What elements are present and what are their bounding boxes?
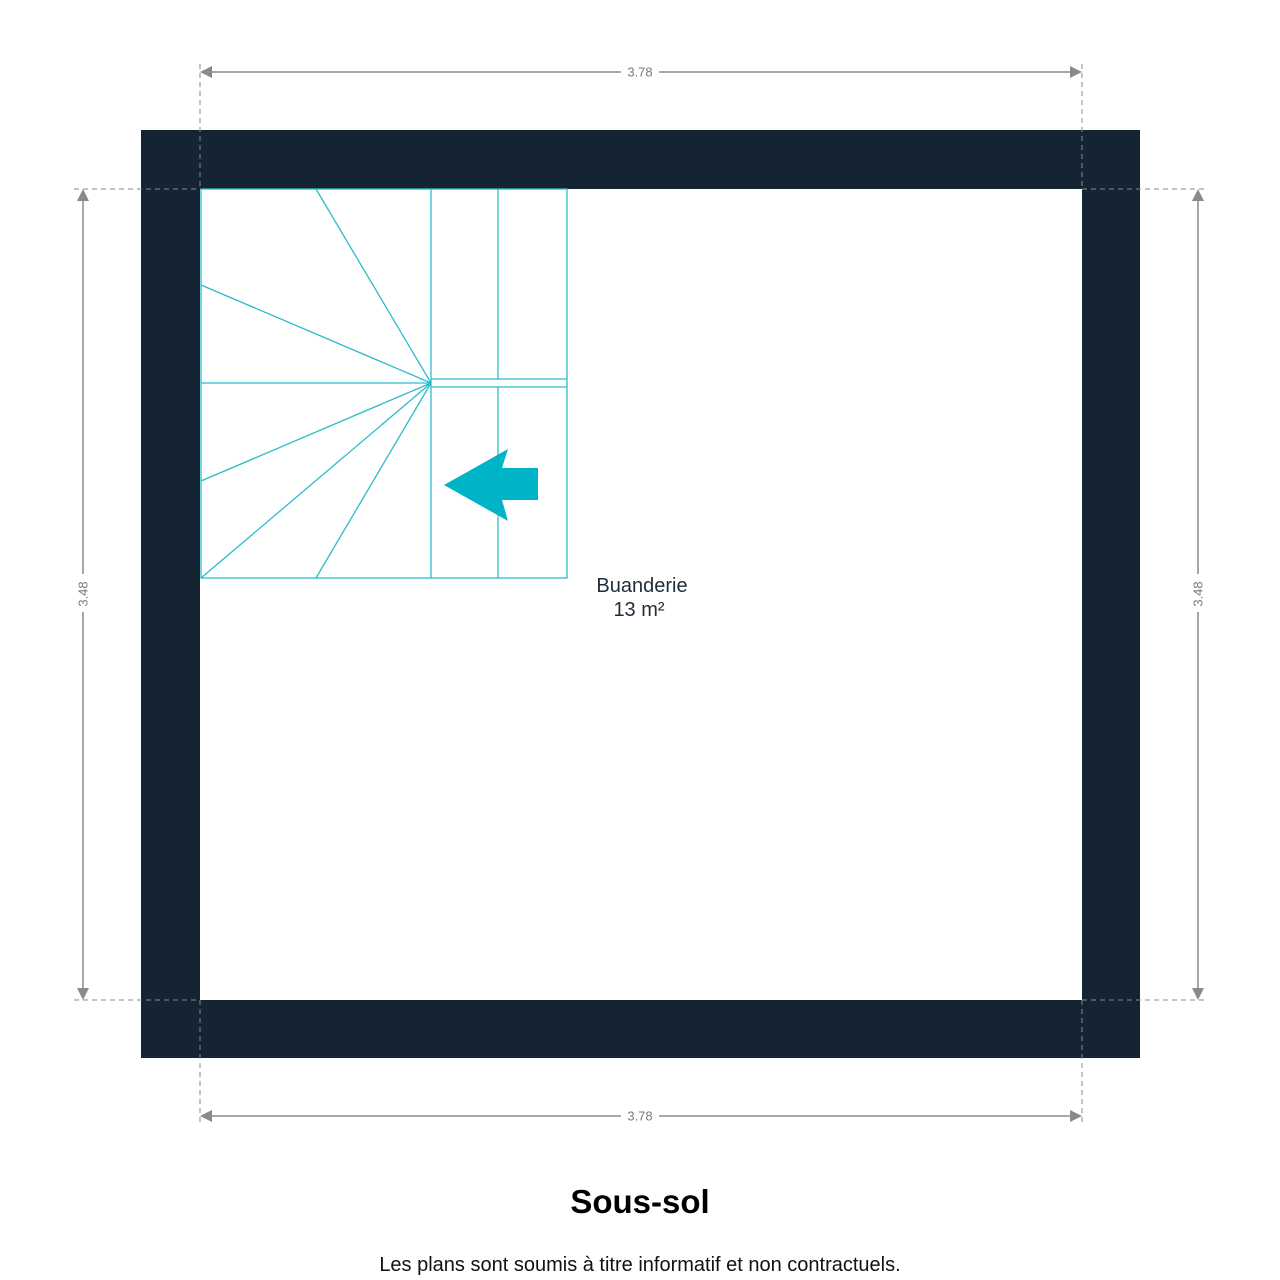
dimension-right-label: 3.48 bbox=[1190, 581, 1206, 607]
dimension-bottom bbox=[200, 1109, 1082, 1124]
staircase bbox=[201, 189, 567, 578]
stair-direction-arrow-icon bbox=[444, 449, 538, 521]
arrowhead-icon bbox=[1070, 66, 1082, 78]
room-area: 13 m² bbox=[613, 599, 665, 621]
arrowhead-icon bbox=[200, 66, 212, 78]
arrowhead-icon bbox=[1070, 1110, 1082, 1122]
dimension-top bbox=[200, 65, 1082, 80]
dimension-right bbox=[1191, 189, 1206, 1000]
arrowhead-icon bbox=[77, 988, 89, 1000]
dimension-left bbox=[76, 189, 91, 1000]
arrowhead-icon bbox=[200, 1110, 212, 1122]
arrowhead-icon bbox=[1192, 988, 1204, 1000]
room-label bbox=[596, 575, 687, 621]
floor-title: Sous-sol bbox=[570, 1183, 710, 1220]
dimension-left-label: 3.48 bbox=[75, 581, 91, 607]
arrowhead-icon bbox=[77, 189, 89, 201]
dimension-bottom-label: 3.78 bbox=[627, 1108, 653, 1124]
room-name: Buanderie bbox=[596, 575, 688, 597]
arrowhead-icon bbox=[1192, 189, 1204, 201]
disclaimer: Les plans sont soumis à titre informatif et non contractuels. bbox=[379, 1254, 901, 1276]
dimension-top-label: 3.78 bbox=[627, 64, 653, 80]
